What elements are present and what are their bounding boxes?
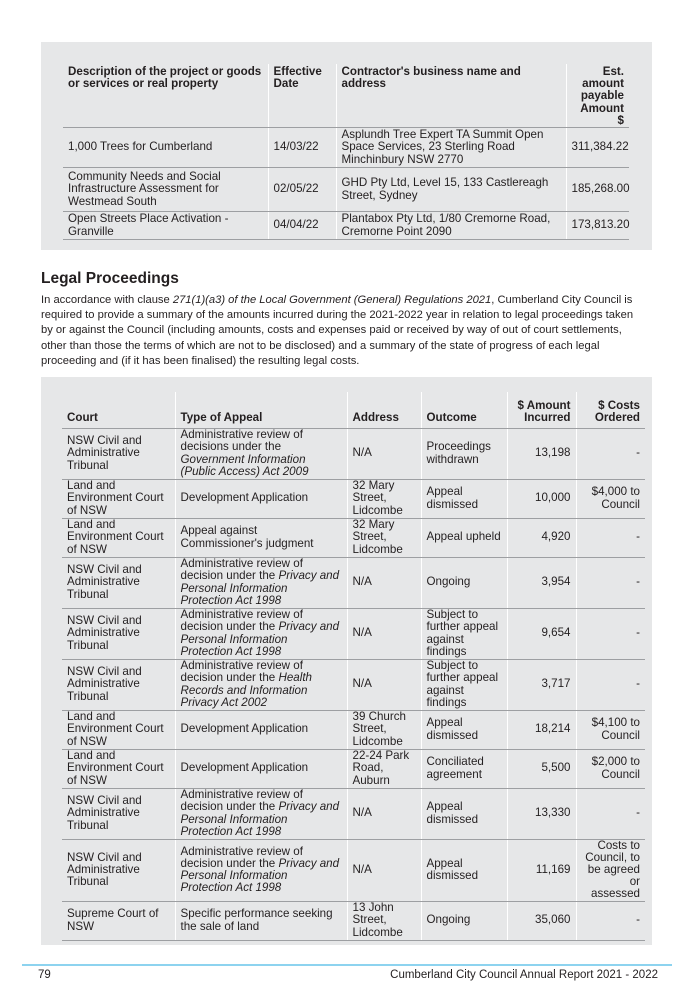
intro-citation: 271(1)(a3) of the Local Government (General) Regulations 2021: [172, 294, 492, 306]
legal-address: 32 Mary Street, Lidcombe: [347, 479, 421, 518]
legal-row: [62, 901, 645, 940]
legal-court: Land and Environment Court of NSW: [62, 749, 175, 788]
legal-outcome: Proceedings withdrawn: [421, 428, 507, 479]
legal-outcome: Appeal upheld: [421, 518, 507, 557]
header-contractor: Contractor's business name and address: [336, 64, 566, 128]
legal-court: Supreme Court of NSW: [62, 901, 175, 940]
legal-amount: 3,717: [507, 659, 576, 710]
legal-court: Land and Environment Court of NSW: [62, 518, 175, 557]
header-effective-date: Effective Date: [268, 64, 336, 128]
legal-address: 32 Mary Street, Lidcombe: [347, 518, 421, 557]
header-court: Court: [62, 392, 175, 428]
page-number: 79: [38, 969, 51, 981]
appeal-text: Specific performance seeking the sale of land: [180, 907, 333, 933]
legal-row: [62, 608, 645, 659]
appeal-text: Administrative review of decision under the: [180, 844, 303, 870]
header-est-amount: Est. amount payable Amount $: [566, 64, 629, 128]
legal-row: [62, 839, 645, 901]
legal-costs: $4,000 to Council: [576, 479, 645, 518]
legal-amount: 13,330: [507, 788, 576, 839]
legal-costs: -: [576, 788, 645, 839]
legal-appeal: [175, 710, 347, 749]
contracts-panel: [41, 42, 652, 250]
legal-amount: 13,198: [507, 428, 576, 479]
legal-table: [62, 392, 645, 941]
appeal-legislation: Privacy and Personal Information Protection Act 1998: [180, 856, 340, 895]
legal-panel: [41, 377, 652, 945]
contract-row: [63, 212, 629, 240]
appeal-text: Administrative review of decision under the: [180, 788, 303, 814]
legal-outcome: Appeal dismissed: [421, 710, 507, 749]
appeal-legislation: Government Information (Public Access) Act 2009: [180, 452, 309, 478]
intro-part1: In accordance with clause: [41, 294, 173, 306]
contract-amount: 185,268.00: [566, 168, 629, 212]
appeal-text: Administrative review of decision under the: [180, 608, 303, 634]
contracts-body: [63, 128, 629, 240]
legal-appeal: [175, 749, 347, 788]
legal-court: Land and Environment Court of NSW: [62, 479, 175, 518]
legal-outcome: Appeal dismissed: [421, 839, 507, 901]
legal-row: [62, 428, 645, 479]
legal-address: N/A: [347, 659, 421, 710]
legal-outcome: Subject to further appeal against findings: [421, 608, 507, 659]
legal-amount: 5,500: [507, 749, 576, 788]
legal-appeal: [175, 479, 347, 518]
appeal-text: Development Application: [180, 761, 309, 775]
contract-date: 04/04/22: [268, 212, 336, 240]
legal-row: [62, 710, 645, 749]
intro-part2: , Cumberland City Council is required to provide a summary of the amounts incurred during the 2021-2022 year in relation to legal proceedings taken by or against the Council (including amounts, costs and expenses paid or received by way of out of court settlements, other than those the terms of which are not to be disclosed) and a summary of the state of progress of each legal proceeding and (if it has been finalised) the resulting legal costs.: [41, 294, 634, 367]
legal-address: 39 Church Street, Lidcombe: [347, 710, 421, 749]
appeal-text: Administrative review of decision under the: [180, 557, 303, 583]
contract-contractor: Plantabox Pty Ltd, 1/80 Cremorne Road, Cremorne Point 2090: [336, 212, 566, 240]
legal-court: NSW Civil and Administrative Tribunal: [62, 608, 175, 659]
legal-row: [62, 659, 645, 710]
legal-appeal: [175, 839, 347, 901]
header-outcome: Outcome: [421, 392, 507, 428]
contract-row: [63, 128, 629, 168]
legal-court: NSW Civil and Administrative Tribunal: [62, 659, 175, 710]
header-amount-incurred: $ Amount Incurred: [507, 392, 576, 428]
legal-outcome: Subject to further appeal against findings: [421, 659, 507, 710]
legal-costs: -: [576, 901, 645, 940]
legal-appeal: [175, 788, 347, 839]
legal-address: 22-24 Park Road, Auburn: [347, 749, 421, 788]
legal-costs: -: [576, 557, 645, 608]
appeal-legislation: Privacy and Personal Information Protection Act 1998: [180, 800, 340, 838]
contract-contractor: Asplundh Tree Expert TA Summit Open Space Services, 23 Sterling Road Minchinbury NSW 2770: [336, 128, 566, 168]
contract-amount: 311,384.22: [566, 128, 629, 168]
header-type-of-appeal: Type of Appeal: [175, 392, 347, 428]
legal-appeal: [175, 608, 347, 659]
legal-address: N/A: [347, 788, 421, 839]
contract-description: 1,000 Trees for Cumberland: [63, 128, 268, 168]
contract-date: 02/05/22: [268, 168, 336, 212]
legal-row: [62, 788, 645, 839]
appeal-text: Development Application: [180, 722, 309, 736]
appeal-text: Appeal against Commissioner's judgment: [180, 524, 314, 550]
legal-court: NSW Civil and Administrative Tribunal: [62, 788, 175, 839]
legal-costs: -: [576, 608, 645, 659]
contract-date: 14/03/22: [268, 128, 336, 168]
appeal-legislation: Privacy and Personal Information Protection Act 1998: [180, 620, 340, 658]
legal-outcome: Conciliated agreement: [421, 749, 507, 788]
legal-address: 13 John Street, Lidcombe: [347, 901, 421, 940]
contracts-header-row: [63, 64, 629, 128]
legal-row: [62, 557, 645, 608]
legal-amount: 3,954: [507, 557, 576, 608]
legal-outcome: Ongoing: [421, 557, 507, 608]
header-costs-ordered: $ Costs Ordered: [576, 392, 645, 428]
legal-amount: 18,214: [507, 710, 576, 749]
legal-costs: -: [576, 659, 645, 710]
header-description: Description of the project or goods or services or real property: [63, 64, 268, 128]
legal-amount: 9,654: [507, 608, 576, 659]
legal-court: NSW Civil and Administrative Tribunal: [62, 839, 175, 901]
contract-amount: 173,813.20: [566, 212, 629, 240]
legal-address: N/A: [347, 839, 421, 901]
legal-outcome: Ongoing: [421, 901, 507, 940]
legal-outcome: Appeal dismissed: [421, 479, 507, 518]
legal-outcome: Appeal dismissed: [421, 788, 507, 839]
legal-address: N/A: [347, 608, 421, 659]
legal-row: [62, 479, 645, 518]
legal-costs: $4,100 to Council: [576, 710, 645, 749]
contract-description: Community Needs and Social Infrastructure Assessment for Westmead South: [63, 168, 268, 212]
legal-costs: $2,000 to Council: [576, 749, 645, 788]
legal-appeal: [175, 518, 347, 557]
legal-row: [62, 749, 645, 788]
legal-row: [62, 518, 645, 557]
legal-appeal: [175, 557, 347, 608]
appeal-text: Development Application: [180, 491, 309, 505]
legal-address: N/A: [347, 428, 421, 479]
legal-body: [62, 428, 645, 940]
legal-amount: 11,169: [507, 839, 576, 901]
appeal-text: Administrative review of decisions under the: [180, 428, 303, 454]
footer-rule: [22, 964, 672, 966]
legal-court: NSW Civil and Administrative Tribunal: [62, 557, 175, 608]
contract-description: Open Streets Place Activation - Granville: [63, 212, 268, 240]
contracts-table: [63, 64, 629, 240]
contract-contractor: GHD Pty Ltd, Level 15, 133 Castlereagh Street, Sydney: [336, 168, 566, 212]
contract-row: [63, 168, 629, 212]
header-address: Address: [347, 392, 421, 428]
legal-costs: -: [576, 518, 645, 557]
legal-appeal: [175, 901, 347, 940]
footer-title: Cumberland City Council Annual Report 2021 - 2022: [390, 969, 658, 981]
legal-appeal: [175, 428, 347, 479]
legal-amount: 10,000: [507, 479, 576, 518]
appeal-legislation: Health Records and Information Privacy Act 2002: [180, 671, 312, 709]
appeal-text: Administrative review of decision under the: [180, 659, 303, 685]
legal-costs: -: [576, 428, 645, 479]
legal-court: Land and Environment Court of NSW: [62, 710, 175, 749]
appeal-legislation: Privacy and Personal Information Protection Act 1998: [180, 569, 340, 607]
legal-address: N/A: [347, 557, 421, 608]
legal-costs: Costs to Council, to be agreed or assessed: [576, 839, 645, 901]
legal-amount: 4,920: [507, 518, 576, 557]
intro-paragraph: [41, 293, 641, 369]
section-title: Legal Proceedings: [41, 270, 179, 287]
legal-amount: 35,060: [507, 901, 576, 940]
legal-header-row: [62, 392, 645, 428]
legal-court: NSW Civil and Administrative Tribunal: [62, 428, 175, 479]
legal-appeal: [175, 659, 347, 710]
